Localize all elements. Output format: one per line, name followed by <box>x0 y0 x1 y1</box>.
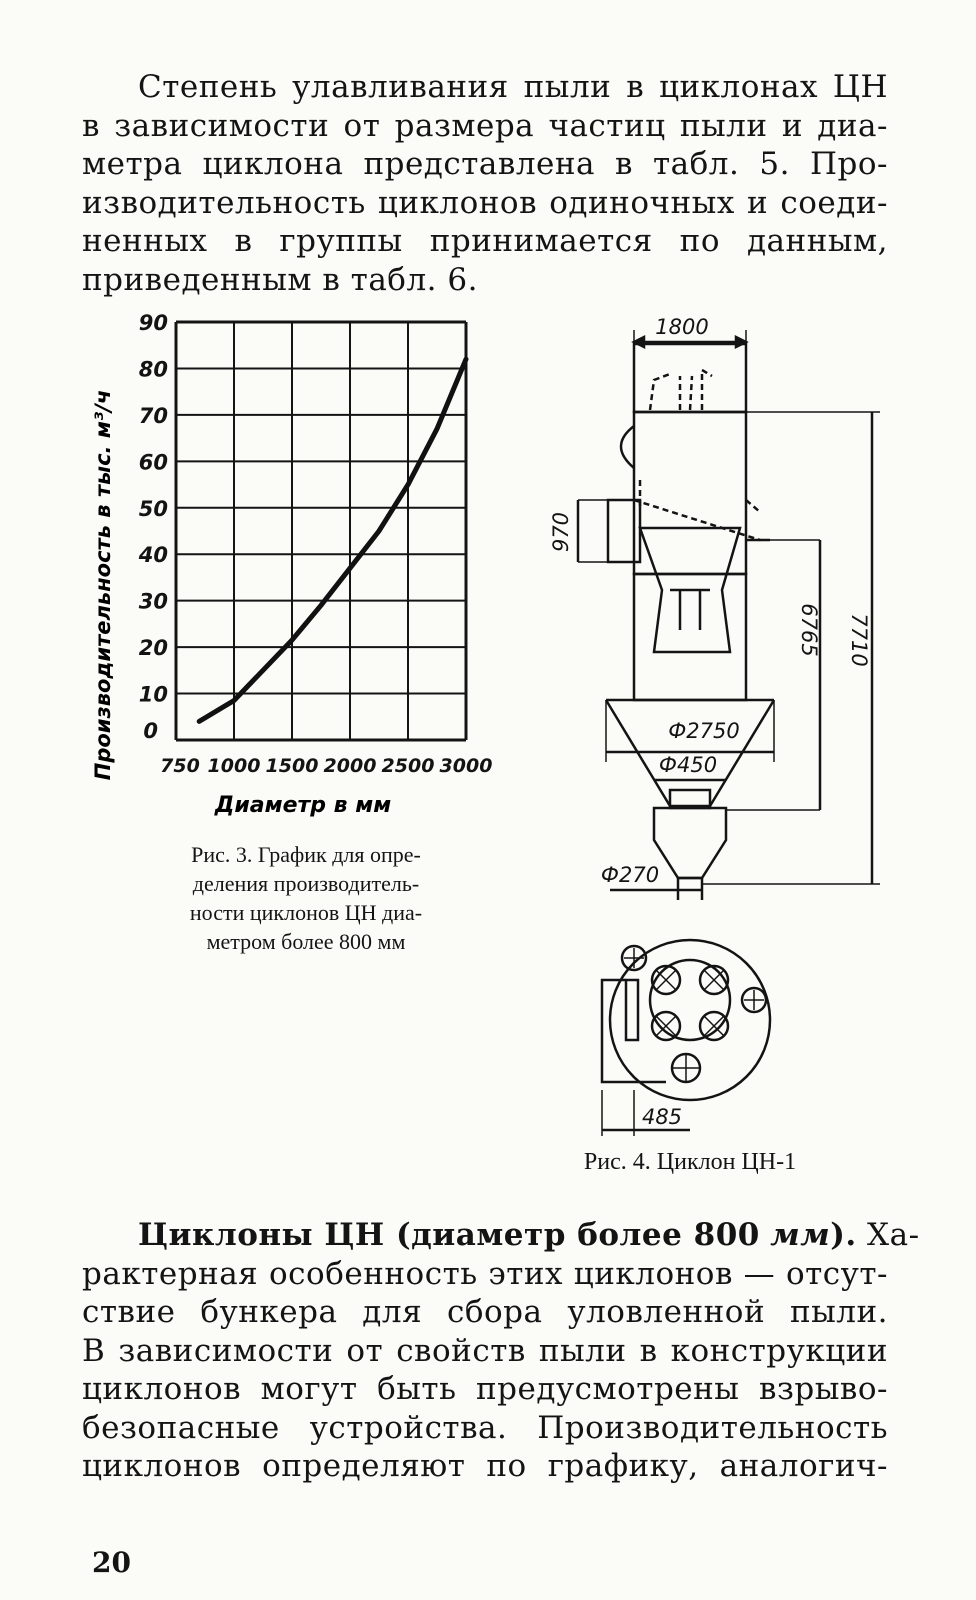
dust-outlet <box>654 808 726 878</box>
dim-270: Ф270 <box>600 863 660 887</box>
text-line: рактерная особенность этих циклонов — отсут- <box>82 1255 888 1292</box>
text-fragment: Ха- <box>867 1217 920 1253</box>
x-tick-label: 750 <box>160 755 200 777</box>
plan-view-inlet-channel <box>626 980 638 1040</box>
exhaust-pipe <box>634 344 746 412</box>
x-axis-label: Диаметр в мм <box>214 793 392 818</box>
chart-grid <box>176 322 466 740</box>
plan-inner-circle <box>650 960 730 1040</box>
text-line: В зависимости от свойств пыли в конструкции <box>82 1332 888 1369</box>
cyclone-cylinder <box>634 412 746 574</box>
explosion-valve <box>621 426 634 468</box>
dim-2750: Ф2750 <box>668 719 740 743</box>
plan-port-cross <box>656 970 724 1036</box>
section-heading: Циклоны ЦН (диаметр более 800 <box>138 1217 760 1253</box>
text-line: циклонов определяют по графику, аналогич- <box>82 1448 888 1484</box>
figure-3-chart <box>70 300 500 830</box>
figure-4-caption <box>530 1148 850 1177</box>
text-line: приведенным в табл. 6. <box>82 261 478 298</box>
section-paragraph <box>82 1216 920 1486</box>
figure-4-cyclone-drawing <box>530 300 910 1150</box>
inlet-hidden-lines <box>634 480 760 540</box>
dim-6765: 6765 <box>797 603 821 657</box>
text-line: циклонов могут быть предусмотрены взрыво- <box>82 1371 888 1407</box>
text-line: безопасные устройства. Производительность <box>82 1409 888 1446</box>
y-axis-ticks <box>138 311 168 743</box>
text-line: ненных в группы принимается по данным, <box>82 223 888 259</box>
y-tick-label: 80 <box>138 357 168 382</box>
dim-485: 485 <box>641 1105 683 1129</box>
text-line: изводительность циклонов одиночных и соеди- <box>82 184 888 221</box>
section-heading-end: ). <box>830 1217 857 1253</box>
y-axis-label: Производительность в тыс. м³/ч <box>91 389 115 781</box>
caption-line: метром более 800 мм <box>206 929 406 954</box>
x-tick-label: 3000 <box>439 755 493 777</box>
page-number: 20 <box>92 1546 131 1579</box>
y-tick-label: 90 <box>138 311 168 335</box>
chart-series-line <box>199 359 466 721</box>
x-tick-label: 1500 <box>265 755 319 777</box>
caption-line: деления производитель- <box>192 871 420 896</box>
text-line: в зависимости от размера частиц пыли и диа- <box>82 107 888 144</box>
text-line: ствие бункера для сбора уловленной пыли. <box>82 1294 888 1330</box>
intro-paragraph <box>82 68 888 299</box>
y-tick-label: 10 <box>138 682 168 707</box>
exhaust-hidden-lines <box>650 370 712 410</box>
caption-line: ности циклонов ЦН диа- <box>189 900 423 925</box>
section-heading-unit: мм <box>770 1217 831 1253</box>
x-tick-label: 1000 <box>207 755 261 777</box>
plan-valve-cross <box>624 948 764 1082</box>
dim-970: 970 <box>549 511 573 553</box>
y-tick-label: 60 <box>138 450 168 475</box>
caption-line: Рис. 3. График для опре- <box>191 842 421 867</box>
text-line: Степень улавливания пыли в циклонах ЦН <box>138 69 888 105</box>
x-tick-label: 2000 <box>323 755 377 777</box>
dim-7710: 7710 <box>847 613 871 667</box>
y-tick-label: 20 <box>138 636 168 661</box>
funnel-details <box>670 590 710 630</box>
dim-450: Ф450 <box>658 753 718 777</box>
dim-width-top: 1800 <box>655 315 709 339</box>
text-line <box>82 1216 920 1255</box>
figure-3-caption <box>128 840 484 956</box>
y-tick-label: 30 <box>138 589 168 614</box>
text-line: метра циклона представлена в табл. 5. Про- <box>82 146 888 182</box>
x-tick-label: 2500 <box>381 755 435 777</box>
y-tick-label: 70 <box>138 403 168 428</box>
caption-line: Рис. 4. Циклон ЦН-1 <box>583 1149 797 1175</box>
y-tick-label: 40 <box>138 543 168 568</box>
x-axis-ticks <box>160 755 492 777</box>
y-tick-label: 50 <box>138 496 168 521</box>
y-tick-label: 0 <box>143 719 158 743</box>
